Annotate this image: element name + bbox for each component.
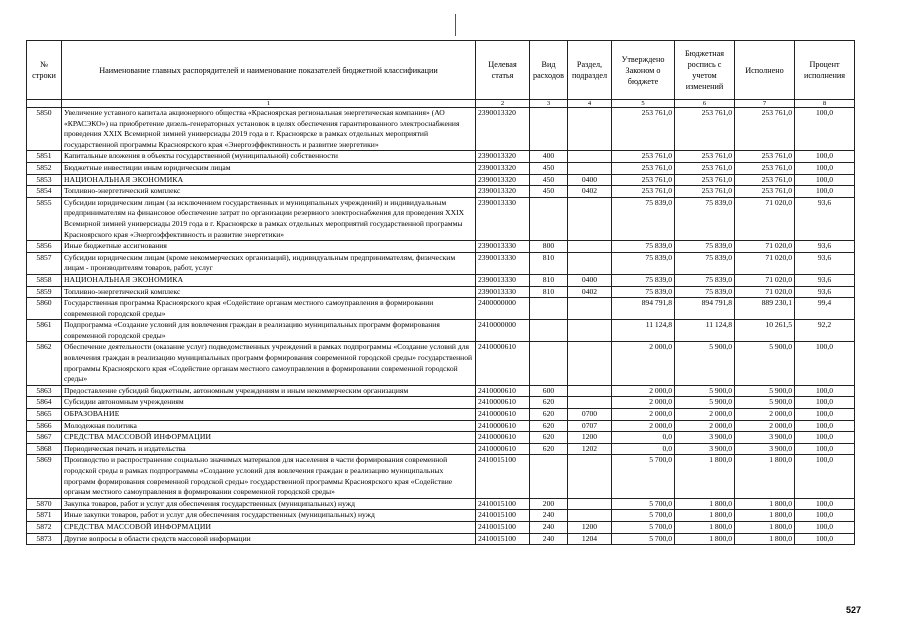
approved-amount-cell: 253 761,0 <box>612 108 675 151</box>
table-row <box>27 298 855 320</box>
expense-type-cell: 600 <box>530 385 568 397</box>
executed-amount-cell: 1 800,0 <box>735 521 795 533</box>
column-number: 8 <box>795 100 855 108</box>
row-number-cell: 5872 <box>27 521 62 533</box>
approved-amount-cell: 0,0 <box>612 432 675 444</box>
table-row <box>27 197 855 240</box>
target-article-cell: 2410000610 <box>476 420 530 432</box>
section-cell <box>568 162 612 174</box>
approved-amount-cell: 75 839,0 <box>612 197 675 240</box>
schedule-amount-cell: 75 839,0 <box>675 197 735 240</box>
row-name-cell: Субсидии юридическим лицам (кроме некоммерческих организаций), индивидуальным предпринимателям, физическим лицам - производителям товаров, работ, услуг <box>62 252 476 274</box>
header-section: Раздел, подраздел <box>568 41 612 100</box>
schedule-amount-cell: 1 800,0 <box>675 521 735 533</box>
table-row <box>27 510 855 522</box>
executed-amount-cell: 10 261,5 <box>735 320 795 342</box>
executed-amount-cell: 5 900,0 <box>735 385 795 397</box>
approved-amount-cell: 253 761,0 <box>612 186 675 198</box>
expense-type-cell <box>530 108 568 151</box>
table-row <box>27 286 855 298</box>
percent-cell: 93,6 <box>795 252 855 274</box>
table-row <box>27 432 855 444</box>
schedule-amount-cell: 1 800,0 <box>675 498 735 510</box>
header-row-number: № строки <box>27 41 62 100</box>
percent-cell: 93,6 <box>795 286 855 298</box>
row-name-cell: НАЦИОНАЛЬНАЯ ЭКОНОМИКА <box>62 174 476 186</box>
column-number: 7 <box>735 100 795 108</box>
executed-amount-cell: 1 800,0 <box>735 533 795 545</box>
approved-amount-cell: 75 839,0 <box>612 252 675 274</box>
approved-amount-cell: 2 000,0 <box>612 342 675 385</box>
header-approved: Утверждено Законом о бюджете <box>612 41 675 100</box>
row-number-cell: 5866 <box>27 420 62 432</box>
row-name-cell: СРЕДСТВА МАССОВОЙ ИНФОРМАЦИИ <box>62 521 476 533</box>
section-cell <box>568 298 612 320</box>
row-number-cell: 5873 <box>27 533 62 545</box>
percent-cell: 93,6 <box>795 197 855 240</box>
executed-amount-cell: 1 800,0 <box>735 498 795 510</box>
schedule-amount-cell: 11 124,8 <box>675 320 735 342</box>
section-cell <box>568 197 612 240</box>
table-row <box>27 385 855 397</box>
target-article-cell: 2410015100 <box>476 533 530 545</box>
executed-amount-cell: 71 020,0 <box>735 274 795 286</box>
executed-amount-cell: 5 900,0 <box>735 397 795 409</box>
table-header-row <box>27 41 855 100</box>
percent-cell: 100,0 <box>795 510 855 522</box>
schedule-amount-cell: 5 900,0 <box>675 385 735 397</box>
section-cell: 1200 <box>568 521 612 533</box>
expense-type-cell <box>530 455 568 498</box>
approved-amount-cell: 0,0 <box>612 443 675 455</box>
section-cell <box>568 397 612 409</box>
table-row <box>27 320 855 342</box>
target-article-cell: 2410000000 <box>476 320 530 342</box>
section-cell: 1200 <box>568 432 612 444</box>
header-budget-schedule: Бюджетная роспись с учетом изменений <box>675 41 735 100</box>
executed-amount-cell: 3 900,0 <box>735 432 795 444</box>
row-number-cell: 5861 <box>27 320 62 342</box>
percent-cell: 100,0 <box>795 521 855 533</box>
header-target-article: Целевая статья <box>476 41 530 100</box>
expense-type-cell: 450 <box>530 174 568 186</box>
percent-cell: 100,0 <box>795 432 855 444</box>
table-row <box>27 455 855 498</box>
executed-amount-cell: 253 761,0 <box>735 108 795 151</box>
section-cell: 0400 <box>568 274 612 286</box>
executed-amount-cell: 253 761,0 <box>735 162 795 174</box>
percent-cell: 100,0 <box>795 443 855 455</box>
row-name-cell: Закупка товаров, работ и услуг для обеспечения государственных (муниципальных) нужд <box>62 498 476 510</box>
row-name-cell: Периодическая печать и издательства <box>62 443 476 455</box>
section-cell <box>568 385 612 397</box>
approved-amount-cell: 11 124,8 <box>612 320 675 342</box>
header-expense-type: Вид расходов <box>530 41 568 100</box>
executed-amount-cell: 253 761,0 <box>735 151 795 163</box>
row-number-cell: 5855 <box>27 197 62 240</box>
target-article-cell: 2410000610 <box>476 397 530 409</box>
header-name: Наименование главных распорядителей и наименование показателей бюджетной классификации <box>62 41 476 100</box>
schedule-amount-cell: 253 761,0 <box>675 174 735 186</box>
row-name-cell: Молодежная политика <box>62 420 476 432</box>
table-row <box>27 521 855 533</box>
percent-cell: 100,0 <box>795 420 855 432</box>
expense-type-cell: 450 <box>530 162 568 174</box>
expense-type-cell: 400 <box>530 151 568 163</box>
row-number-cell: 5870 <box>27 498 62 510</box>
approved-amount-cell: 5 700,0 <box>612 498 675 510</box>
percent-cell: 100,0 <box>795 108 855 151</box>
percent-cell: 100,0 <box>795 162 855 174</box>
column-number: 1 <box>62 100 476 108</box>
executed-amount-cell: 71 020,0 <box>735 252 795 274</box>
approved-amount-cell: 5 700,0 <box>612 455 675 498</box>
row-number-cell: 5857 <box>27 252 62 274</box>
row-number-cell: 5868 <box>27 443 62 455</box>
section-cell: 0700 <box>568 409 612 421</box>
schedule-amount-cell: 5 900,0 <box>675 397 735 409</box>
table-row <box>27 241 855 253</box>
expense-type-cell <box>530 298 568 320</box>
executed-amount-cell: 253 761,0 <box>735 174 795 186</box>
approved-amount-cell: 2 000,0 <box>612 385 675 397</box>
schedule-amount-cell: 3 900,0 <box>675 443 735 455</box>
row-name-cell: Топливно-энергетический комплекс <box>62 286 476 298</box>
row-number-cell: 5860 <box>27 298 62 320</box>
column-number: 4 <box>568 100 612 108</box>
column-number: 2 <box>476 100 530 108</box>
approved-amount-cell: 2 000,0 <box>612 409 675 421</box>
row-number-cell: 5869 <box>27 455 62 498</box>
row-name-cell: Топливно-энергетический комплекс <box>62 186 476 198</box>
row-name-cell: Субсидии юридическим лицам (за исключением государственных и муниципальных учреждений) и индивидуальным предпринимателям на финансовое обеспечение затрат по организации резервного электроснабжения для проведения XXIX Всемирной зимней универсиады 2019 года в г. Красноярске в рамках отдельных мероприятий государственной программы Красноярского края «Энергоэффективность и развитие энергетики» <box>62 197 476 240</box>
schedule-amount-cell: 2 000,0 <box>675 420 735 432</box>
row-name-cell: Увеличение уставного капитала акционерного общества «Красноярская региональная энергетическая компания» (АО «КРАСЭКО») на приобретение дизель-генераторных установок в целях обеспечения гарантированного электроснабжения проведения XXIX Всемирной зимней универсиады 2019 года в г. Красноярске в рамках отдельных мероприятий государственной программы Красноярского края «Энергоэффективность и развитие энергетики» <box>62 108 476 151</box>
schedule-amount-cell: 253 761,0 <box>675 108 735 151</box>
target-article-cell: 2410000610 <box>476 432 530 444</box>
executed-amount-cell: 1 800,0 <box>735 455 795 498</box>
executed-amount-cell: 1 800,0 <box>735 510 795 522</box>
row-number-cell: 5871 <box>27 510 62 522</box>
target-article-cell: 2400000000 <box>476 298 530 320</box>
target-article-cell: 2410000610 <box>476 443 530 455</box>
row-name-cell: Государственная программа Красноярского края «Содействие органам местного самоуправления в формировании современной городской среды» <box>62 298 476 320</box>
row-name-cell: Предоставление субсидий бюджетным, автономным учреждениям и иным некоммерческим организациям <box>62 385 476 397</box>
row-number-cell: 5851 <box>27 151 62 163</box>
table-row <box>27 409 855 421</box>
approved-amount-cell: 253 761,0 <box>612 151 675 163</box>
target-article-cell: 2390013330 <box>476 241 530 253</box>
table-row <box>27 420 855 432</box>
section-cell <box>568 342 612 385</box>
budget-table <box>26 40 855 545</box>
table-row <box>27 443 855 455</box>
schedule-amount-cell: 5 900,0 <box>675 342 735 385</box>
section-cell <box>568 241 612 253</box>
percent-cell: 100,0 <box>795 186 855 198</box>
percent-cell: 93,6 <box>795 274 855 286</box>
target-article-cell: 2410015100 <box>476 521 530 533</box>
row-number-cell: 5865 <box>27 409 62 421</box>
percent-cell: 100,0 <box>795 455 855 498</box>
target-article-cell: 2390013320 <box>476 162 530 174</box>
expense-type-cell: 800 <box>530 241 568 253</box>
row-number-cell: 5859 <box>27 286 62 298</box>
target-article-cell: 2390013320 <box>476 186 530 198</box>
approved-amount-cell: 894 791,8 <box>612 298 675 320</box>
approved-amount-cell: 253 761,0 <box>612 162 675 174</box>
executed-amount-cell: 71 020,0 <box>735 241 795 253</box>
column-number <box>27 100 62 108</box>
approved-amount-cell: 5 700,0 <box>612 510 675 522</box>
approved-amount-cell: 2 000,0 <box>612 420 675 432</box>
executed-amount-cell: 71 020,0 <box>735 197 795 240</box>
row-name-cell: НАЦИОНАЛЬНАЯ ЭКОНОМИКА <box>62 274 476 286</box>
target-article-cell: 2410015100 <box>476 498 530 510</box>
column-number: 6 <box>675 100 735 108</box>
section-cell: 0402 <box>568 186 612 198</box>
target-article-cell: 2390013320 <box>476 108 530 151</box>
row-number-cell: 5863 <box>27 385 62 397</box>
row-number-cell: 5856 <box>27 241 62 253</box>
row-name-cell: СРЕДСТВА МАССОВОЙ ИНФОРМАЦИИ <box>62 432 476 444</box>
schedule-amount-cell: 253 761,0 <box>675 151 735 163</box>
row-number-cell: 5867 <box>27 432 62 444</box>
section-cell: 0400 <box>568 174 612 186</box>
row-name-cell: Другие вопросы в области средств массовой информации <box>62 533 476 545</box>
section-cell: 0707 <box>568 420 612 432</box>
section-cell: 0402 <box>568 286 612 298</box>
schedule-amount-cell: 75 839,0 <box>675 286 735 298</box>
target-article-cell: 2390013330 <box>476 252 530 274</box>
executed-amount-cell: 5 900,0 <box>735 342 795 385</box>
table-row <box>27 533 855 545</box>
section-cell <box>568 108 612 151</box>
target-article-cell: 2390013330 <box>476 197 530 240</box>
expense-type-cell: 240 <box>530 510 568 522</box>
approved-amount-cell: 75 839,0 <box>612 274 675 286</box>
column-number: 3 <box>530 100 568 108</box>
schedule-amount-cell: 75 839,0 <box>675 252 735 274</box>
expense-type-cell <box>530 342 568 385</box>
schedule-amount-cell: 3 900,0 <box>675 432 735 444</box>
section-cell <box>568 320 612 342</box>
percent-cell: 93,6 <box>795 241 855 253</box>
column-number: 5 <box>612 100 675 108</box>
row-name-cell: Иные бюджетные ассигнования <box>62 241 476 253</box>
row-name-cell: Производство и распространение социально значимых материалов для населения в части формирования современной городской среды в рамках подпрограммы «Создание условий для вовлечения граждан в реализацию муниципальных программ формирования современной городской среды» государственной программы Красноярского края «Содействие органам местного самоуправления в формировании современной городской среды» <box>62 455 476 498</box>
row-number-cell: 5858 <box>27 274 62 286</box>
executed-amount-cell: 253 761,0 <box>735 186 795 198</box>
approved-amount-cell: 253 761,0 <box>612 174 675 186</box>
section-cell <box>568 510 612 522</box>
executed-amount-cell: 2 000,0 <box>735 420 795 432</box>
target-article-cell: 2410015100 <box>476 510 530 522</box>
table-row <box>27 174 855 186</box>
row-number-cell: 5854 <box>27 186 62 198</box>
schedule-amount-cell: 75 839,0 <box>675 241 735 253</box>
row-name-cell: Капитальные вложения в объекты государственной (муниципальной) собственности <box>62 151 476 163</box>
schedule-amount-cell: 75 839,0 <box>675 274 735 286</box>
table-row <box>27 108 855 151</box>
percent-cell: 100,0 <box>795 498 855 510</box>
table-row <box>27 162 855 174</box>
target-article-cell: 2390013320 <box>476 174 530 186</box>
expense-type-cell: 240 <box>530 521 568 533</box>
row-name-cell: Бюджетные инвестиции иным юридическим лицам <box>62 162 476 174</box>
expense-type-cell <box>530 320 568 342</box>
table-row <box>27 151 855 163</box>
target-article-cell: 2390013330 <box>476 274 530 286</box>
row-name-cell: Обеспечение деятельности (оказание услуг) подведомственных учреждений в рамках подпрограммы «Создание условий для вовлечения граждан в реализацию муниципальных программ формирования современной городской среды» государственной программы Красноярского края «Содействие органам местного самоуправления в формировании современной городской среды» <box>62 342 476 385</box>
approved-amount-cell: 75 839,0 <box>612 286 675 298</box>
section-cell <box>568 252 612 274</box>
header-executed: Исполнено <box>735 41 795 100</box>
percent-cell: 100,0 <box>795 174 855 186</box>
schedule-amount-cell: 253 761,0 <box>675 162 735 174</box>
table-row <box>27 342 855 385</box>
percent-cell: 99,4 <box>795 298 855 320</box>
expense-type-cell: 240 <box>530 533 568 545</box>
executed-amount-cell: 2 000,0 <box>735 409 795 421</box>
expense-type-cell: 620 <box>530 397 568 409</box>
row-name-cell: Иные закупки товаров, работ и услуг для обеспечения государственных (муниципальных) нужд <box>62 510 476 522</box>
section-cell: 1204 <box>568 533 612 545</box>
executed-amount-cell: 889 230,1 <box>735 298 795 320</box>
approved-amount-cell: 5 700,0 <box>612 521 675 533</box>
table-row <box>27 498 855 510</box>
percent-cell: 100,0 <box>795 397 855 409</box>
executed-amount-cell: 71 020,0 <box>735 286 795 298</box>
table-row <box>27 397 855 409</box>
expense-type-cell: 810 <box>530 274 568 286</box>
target-article-cell: 2410000610 <box>476 342 530 385</box>
schedule-amount-cell: 894 791,8 <box>675 298 735 320</box>
percent-cell: 100,0 <box>795 151 855 163</box>
column-number-row <box>27 100 855 108</box>
row-number-cell: 5864 <box>27 397 62 409</box>
schedule-amount-cell: 1 800,0 <box>675 510 735 522</box>
percent-cell: 100,0 <box>795 342 855 385</box>
table-row <box>27 274 855 286</box>
row-number-cell: 5862 <box>27 342 62 385</box>
page-number: 527 <box>845 605 861 615</box>
expense-type-cell: 620 <box>530 443 568 455</box>
target-article-cell: 2390013320 <box>476 151 530 163</box>
schedule-amount-cell: 253 761,0 <box>675 186 735 198</box>
section-cell <box>568 151 612 163</box>
row-name-cell: Субсидии автономным учреждениям <box>62 397 476 409</box>
schedule-amount-cell: 2 000,0 <box>675 409 735 421</box>
target-article-cell: 2410000610 <box>476 409 530 421</box>
expense-type-cell: 620 <box>530 409 568 421</box>
approved-amount-cell: 2 000,0 <box>612 397 675 409</box>
approved-amount-cell: 75 839,0 <box>612 241 675 253</box>
expense-type-cell: 450 <box>530 186 568 198</box>
scan-margin-mark <box>455 14 456 36</box>
row-number-cell: 5850 <box>27 108 62 151</box>
target-article-cell: 2410000610 <box>476 385 530 397</box>
row-name-cell: ОБРАЗОВАНИЕ <box>62 409 476 421</box>
percent-cell: 100,0 <box>795 533 855 545</box>
executed-amount-cell: 3 900,0 <box>735 443 795 455</box>
row-name-cell: Подпрограмма «Создание условий для вовлечения граждан в реализацию муниципальных программ формирования современной городской среды» <box>62 320 476 342</box>
expense-type-cell <box>530 197 568 240</box>
target-article-cell: 2390013330 <box>476 286 530 298</box>
row-number-cell: 5853 <box>27 174 62 186</box>
table-row <box>27 252 855 274</box>
percent-cell: 100,0 <box>795 409 855 421</box>
percent-cell: 92,2 <box>795 320 855 342</box>
table-row <box>27 186 855 198</box>
schedule-amount-cell: 1 800,0 <box>675 455 735 498</box>
expense-type-cell: 810 <box>530 252 568 274</box>
schedule-amount-cell: 1 800,0 <box>675 533 735 545</box>
expense-type-cell: 620 <box>530 420 568 432</box>
section-cell <box>568 455 612 498</box>
expense-type-cell: 620 <box>530 432 568 444</box>
approved-amount-cell: 5 700,0 <box>612 533 675 545</box>
header-percent: Процент исполнения <box>795 41 855 100</box>
percent-cell: 100,0 <box>795 385 855 397</box>
expense-type-cell: 200 <box>530 498 568 510</box>
table-body <box>27 108 855 545</box>
row-number-cell: 5852 <box>27 162 62 174</box>
target-article-cell: 2410015100 <box>476 455 530 498</box>
section-cell: 1202 <box>568 443 612 455</box>
section-cell <box>568 498 612 510</box>
expense-type-cell: 810 <box>530 286 568 298</box>
